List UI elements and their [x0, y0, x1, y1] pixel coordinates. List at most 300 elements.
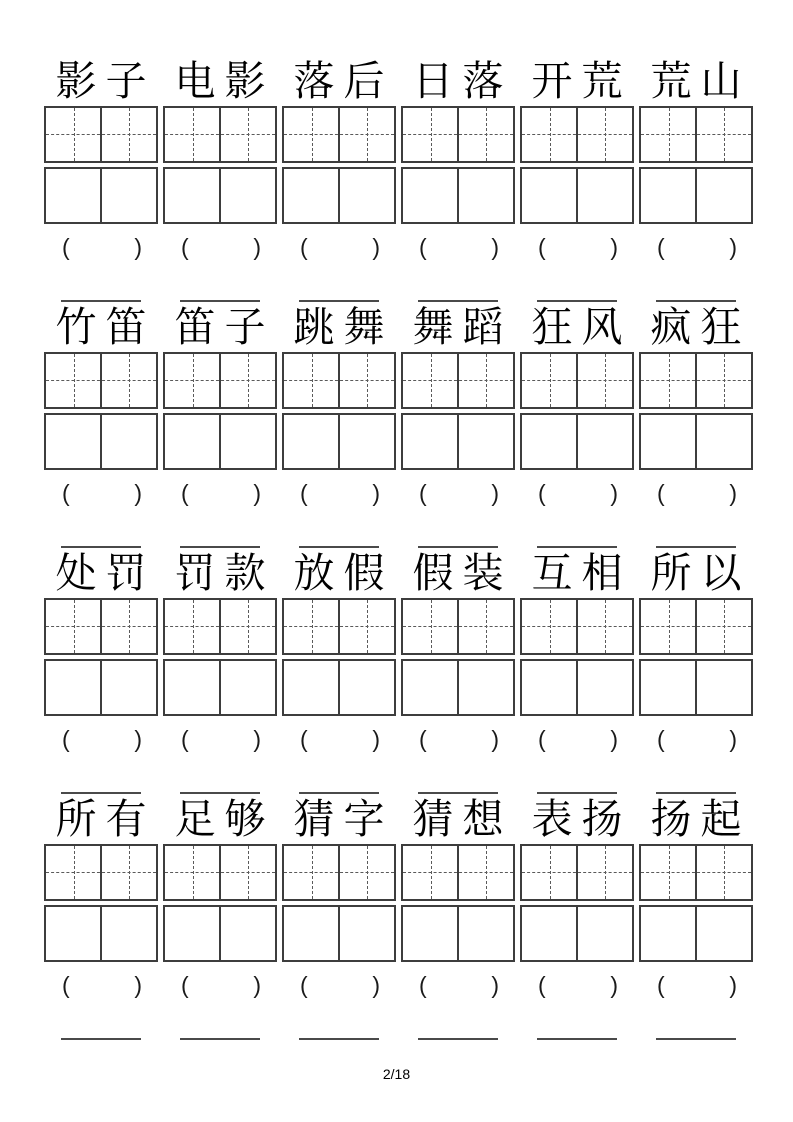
word-group	[163, 754, 277, 1000]
word-label: 跳舞	[293, 304, 394, 350]
dashed-guide-line	[669, 846, 670, 899]
cell-divider	[100, 846, 102, 899]
cell-divider	[219, 354, 221, 407]
paren-close: )	[134, 971, 142, 998]
paren-open: (	[62, 233, 70, 260]
dashed-guide-line	[367, 846, 368, 899]
word-overline	[418, 546, 498, 548]
practice-box-guided	[282, 106, 396, 163]
paren-close: )	[372, 233, 380, 260]
word-label: 笛子	[174, 304, 275, 350]
dashed-guide-line	[669, 354, 670, 407]
paren-close: )	[491, 233, 499, 260]
next-row-overlines	[44, 1000, 753, 1040]
practice-box-blank	[401, 413, 515, 470]
word-overline	[656, 300, 736, 302]
dashed-guide-line	[550, 846, 551, 899]
word-label: 猜想	[412, 796, 513, 842]
paren-close: )	[134, 233, 142, 260]
paren-close: )	[610, 479, 618, 506]
practice-box-guided	[282, 844, 396, 901]
cell-divider	[100, 600, 102, 653]
dashed-guide-line	[248, 600, 249, 653]
word-label: 所有	[55, 796, 156, 842]
paren-open: (	[62, 725, 70, 752]
pinyin-parens	[520, 478, 634, 508]
practice-box-blank	[639, 413, 753, 470]
pinyin-parens	[282, 232, 396, 262]
practice-box-blank	[282, 167, 396, 224]
paren-close: )	[253, 725, 261, 752]
practice-box-guided	[401, 106, 515, 163]
practice-box-guided	[44, 106, 158, 163]
pinyin-parens	[163, 232, 277, 262]
cell-divider	[457, 108, 459, 161]
dashed-guide-line	[431, 600, 432, 653]
pinyin-parens	[282, 724, 396, 754]
word-label: 落后	[293, 58, 394, 104]
word-overline	[537, 300, 617, 302]
paren-open: (	[181, 971, 189, 998]
paren-close: )	[610, 971, 618, 998]
cell-divider	[338, 108, 340, 161]
cell-divider	[100, 354, 102, 407]
paren-open: (	[300, 725, 308, 752]
cell-divider	[338, 907, 340, 960]
word-overline	[418, 300, 498, 302]
word-group	[163, 1000, 277, 1040]
cell-divider	[695, 354, 697, 407]
word-overline	[299, 1038, 379, 1040]
dashed-guide-line	[724, 108, 725, 161]
dashed-guide-line	[193, 600, 194, 653]
dashed-guide-line	[193, 846, 194, 899]
word-overline	[180, 1038, 260, 1040]
word-overline	[537, 546, 617, 548]
cell-divider	[695, 600, 697, 653]
word-label: 猜字	[293, 796, 394, 842]
word-group	[44, 56, 158, 262]
word-group	[44, 262, 158, 508]
paren-open: (	[300, 479, 308, 506]
cell-divider	[100, 415, 102, 468]
paren-open: (	[538, 971, 546, 998]
cell-divider	[695, 108, 697, 161]
pinyin-parens	[44, 478, 158, 508]
practice-box-guided	[639, 352, 753, 409]
word-group	[520, 262, 634, 508]
practice-box-guided	[401, 598, 515, 655]
word-group	[163, 56, 277, 262]
dashed-guide-line	[724, 354, 725, 407]
dashed-guide-line	[367, 354, 368, 407]
practice-box-guided	[520, 598, 634, 655]
practice-box-blank	[401, 905, 515, 962]
cell-divider	[219, 846, 221, 899]
dashed-guide-line	[367, 600, 368, 653]
paren-close: )	[372, 479, 380, 506]
cell-divider	[457, 415, 459, 468]
word-group	[401, 508, 515, 754]
practice-box-blank	[163, 905, 277, 962]
word-row-2	[44, 262, 753, 508]
cell-divider	[457, 600, 459, 653]
practice-box-blank	[44, 905, 158, 962]
cell-divider	[219, 108, 221, 161]
word-overline	[180, 792, 260, 794]
paren-close: )	[372, 971, 380, 998]
dashed-guide-line	[129, 846, 130, 899]
paren-open: (	[538, 479, 546, 506]
word-label: 互相	[531, 550, 632, 596]
practice-box-guided	[282, 598, 396, 655]
word-overline	[656, 792, 736, 794]
word-overline	[418, 1038, 498, 1040]
pinyin-parens	[639, 232, 753, 262]
pinyin-parens	[639, 970, 753, 1000]
dashed-guide-line	[312, 846, 313, 899]
pinyin-parens	[44, 232, 158, 262]
word-overline	[61, 1038, 141, 1040]
word-group	[282, 1000, 396, 1040]
cell-divider	[219, 661, 221, 714]
cell-divider	[219, 169, 221, 222]
dashed-guide-line	[486, 354, 487, 407]
cell-divider	[338, 661, 340, 714]
dashed-guide-line	[248, 846, 249, 899]
paren-open: (	[300, 233, 308, 260]
pinyin-parens	[401, 478, 515, 508]
word-group	[282, 754, 396, 1000]
practice-box-blank	[163, 659, 277, 716]
cell-divider	[457, 661, 459, 714]
paren-open: (	[181, 725, 189, 752]
cell-divider	[695, 169, 697, 222]
word-label: 电影	[174, 58, 275, 104]
word-group	[282, 56, 396, 262]
paren-close: )	[253, 479, 261, 506]
paren-open: (	[538, 725, 546, 752]
cell-divider	[338, 169, 340, 222]
paren-open: (	[538, 233, 546, 260]
cell-divider	[219, 415, 221, 468]
word-overline	[537, 1038, 617, 1040]
word-label: 疯狂	[650, 304, 751, 350]
cell-divider	[695, 846, 697, 899]
dashed-guide-line	[129, 600, 130, 653]
cell-divider	[695, 415, 697, 468]
paren-close: )	[491, 725, 499, 752]
dashed-guide-line	[486, 600, 487, 653]
word-group	[520, 754, 634, 1000]
paren-open: (	[657, 479, 665, 506]
word-row-3	[44, 508, 753, 754]
dashed-guide-line	[367, 108, 368, 161]
paren-open: (	[419, 479, 427, 506]
cell-divider	[219, 600, 221, 653]
word-group	[282, 262, 396, 508]
paren-open: (	[181, 479, 189, 506]
practice-box-guided	[520, 352, 634, 409]
word-group	[163, 508, 277, 754]
cell-divider	[576, 661, 578, 714]
word-overline	[61, 300, 141, 302]
practice-box-blank	[163, 413, 277, 470]
paren-close: )	[253, 233, 261, 260]
practice-box-guided	[44, 352, 158, 409]
practice-box-blank	[163, 167, 277, 224]
pinyin-parens	[401, 970, 515, 1000]
word-group	[44, 1000, 158, 1040]
word-label: 处罚	[55, 550, 156, 596]
paren-open: (	[657, 971, 665, 998]
practice-box-guided	[520, 844, 634, 901]
dashed-guide-line	[550, 354, 551, 407]
pinyin-parens	[520, 724, 634, 754]
word-label: 罚款	[174, 550, 275, 596]
dashed-guide-line	[550, 108, 551, 161]
paren-open: (	[419, 971, 427, 998]
paren-open: (	[657, 233, 665, 260]
word-group	[520, 1000, 634, 1040]
word-label: 放假	[293, 550, 394, 596]
dashed-guide-line	[74, 108, 75, 161]
dashed-guide-line	[248, 108, 249, 161]
dashed-guide-line	[129, 108, 130, 161]
pinyin-parens	[44, 970, 158, 1000]
cell-divider	[338, 846, 340, 899]
dashed-guide-line	[724, 600, 725, 653]
practice-box-blank	[44, 413, 158, 470]
cell-divider	[457, 846, 459, 899]
cell-divider	[457, 169, 459, 222]
dashed-guide-line	[605, 354, 606, 407]
practice-box-guided	[639, 598, 753, 655]
practice-box-blank	[639, 905, 753, 962]
cell-divider	[576, 169, 578, 222]
word-group	[639, 56, 753, 262]
word-row-4	[44, 754, 753, 1000]
practice-box-blank	[520, 659, 634, 716]
dashed-guide-line	[312, 108, 313, 161]
word-group	[401, 262, 515, 508]
dashed-guide-line	[669, 108, 670, 161]
pinyin-parens	[163, 970, 277, 1000]
pinyin-parens	[639, 724, 753, 754]
practice-box-blank	[401, 659, 515, 716]
paren-close: )	[372, 725, 380, 752]
cell-divider	[576, 846, 578, 899]
paren-open: (	[62, 479, 70, 506]
cell-divider	[576, 907, 578, 960]
word-group	[401, 754, 515, 1000]
cell-divider	[338, 600, 340, 653]
practice-box-blank	[639, 167, 753, 224]
dashed-guide-line	[431, 108, 432, 161]
paren-close: )	[253, 971, 261, 998]
cell-divider	[338, 415, 340, 468]
dashed-guide-line	[669, 600, 670, 653]
practice-box-guided	[163, 352, 277, 409]
word-label: 竹笛	[55, 304, 156, 350]
cell-divider	[100, 169, 102, 222]
pinyin-parens	[282, 478, 396, 508]
paren-open: (	[300, 971, 308, 998]
paren-open: (	[419, 725, 427, 752]
word-group	[639, 1000, 753, 1040]
cell-divider	[219, 907, 221, 960]
cell-divider	[100, 661, 102, 714]
practice-box-guided	[282, 352, 396, 409]
practice-box-guided	[163, 598, 277, 655]
word-label: 扬起	[650, 796, 751, 842]
word-overline	[299, 792, 379, 794]
dashed-guide-line	[312, 600, 313, 653]
word-overline	[299, 300, 379, 302]
word-overline	[656, 1038, 736, 1040]
page-number: 2/18	[382, 1066, 411, 1082]
dashed-guide-line	[74, 354, 75, 407]
cell-divider	[576, 108, 578, 161]
word-label: 影子	[55, 58, 156, 104]
cell-divider	[100, 108, 102, 161]
practice-box-guided	[163, 106, 277, 163]
practice-box-blank	[639, 659, 753, 716]
word-overline	[180, 546, 260, 548]
word-row-1	[44, 56, 753, 262]
practice-box-blank	[520, 413, 634, 470]
paren-close: )	[491, 971, 499, 998]
practice-box-guided	[520, 106, 634, 163]
word-label: 日落	[412, 58, 513, 104]
paren-close: )	[729, 725, 737, 752]
paren-open: (	[62, 971, 70, 998]
cell-divider	[100, 907, 102, 960]
word-overline	[656, 546, 736, 548]
paren-close: )	[729, 971, 737, 998]
paren-close: )	[729, 233, 737, 260]
paren-close: )	[729, 479, 737, 506]
dashed-guide-line	[129, 354, 130, 407]
paren-open: (	[181, 233, 189, 260]
dashed-guide-line	[605, 600, 606, 653]
practice-box-blank	[282, 413, 396, 470]
pinyin-parens	[401, 724, 515, 754]
dashed-guide-line	[74, 846, 75, 899]
word-group	[639, 754, 753, 1000]
pinyin-parens	[401, 232, 515, 262]
word-label: 舞蹈	[412, 304, 513, 350]
practice-box-guided	[44, 844, 158, 901]
cell-divider	[695, 661, 697, 714]
practice-box-guided	[401, 352, 515, 409]
pinyin-parens	[163, 724, 277, 754]
word-group	[44, 508, 158, 754]
cell-divider	[576, 600, 578, 653]
pinyin-parens	[282, 970, 396, 1000]
dashed-guide-line	[74, 600, 75, 653]
pinyin-parens	[520, 970, 634, 1000]
practice-box-guided	[163, 844, 277, 901]
paren-close: )	[134, 479, 142, 506]
dashed-guide-line	[486, 108, 487, 161]
word-label: 假装	[412, 550, 513, 596]
dashed-guide-line	[312, 354, 313, 407]
cell-divider	[576, 354, 578, 407]
word-overline	[180, 300, 260, 302]
word-group	[639, 262, 753, 508]
practice-box-blank	[282, 659, 396, 716]
practice-box-blank	[520, 167, 634, 224]
cell-divider	[338, 354, 340, 407]
cell-divider	[457, 907, 459, 960]
dashed-guide-line	[605, 108, 606, 161]
paren-open: (	[419, 233, 427, 260]
dashed-guide-line	[605, 846, 606, 899]
paren-close: )	[610, 725, 618, 752]
practice-box-guided	[639, 844, 753, 901]
pinyin-parens	[44, 724, 158, 754]
cell-divider	[695, 907, 697, 960]
word-group	[282, 508, 396, 754]
paren-close: )	[134, 725, 142, 752]
practice-box-blank	[520, 905, 634, 962]
dashed-guide-line	[193, 354, 194, 407]
practice-box-blank	[44, 659, 158, 716]
word-label: 狂风	[531, 304, 632, 350]
dashed-guide-line	[431, 354, 432, 407]
cell-divider	[576, 415, 578, 468]
word-overline	[61, 792, 141, 794]
pinyin-parens	[639, 478, 753, 508]
dashed-guide-line	[550, 600, 551, 653]
pinyin-parens	[163, 478, 277, 508]
word-group	[401, 56, 515, 262]
word-group	[520, 508, 634, 754]
practice-box-guided	[401, 844, 515, 901]
practice-box-blank	[401, 167, 515, 224]
dashed-guide-line	[193, 108, 194, 161]
paren-close: )	[610, 233, 618, 260]
pinyin-parens	[520, 232, 634, 262]
dashed-guide-line	[724, 846, 725, 899]
practice-box-guided	[639, 106, 753, 163]
word-overline	[537, 792, 617, 794]
word-group	[520, 56, 634, 262]
word-label: 足够	[174, 796, 275, 842]
word-overline	[418, 792, 498, 794]
paren-close: )	[491, 479, 499, 506]
word-label: 所以	[650, 550, 751, 596]
practice-box-blank	[44, 167, 158, 224]
dashed-guide-line	[486, 846, 487, 899]
word-overline	[299, 546, 379, 548]
word-group	[401, 1000, 515, 1040]
practice-box-blank	[282, 905, 396, 962]
word-group	[639, 508, 753, 754]
word-overline	[61, 546, 141, 548]
word-group	[44, 754, 158, 1000]
dashed-guide-line	[248, 354, 249, 407]
practice-box-guided	[44, 598, 158, 655]
word-label: 表扬	[531, 796, 632, 842]
dashed-guide-line	[431, 846, 432, 899]
word-group	[163, 262, 277, 508]
cell-divider	[457, 354, 459, 407]
word-label: 荒山	[650, 58, 751, 104]
word-label: 开荒	[531, 58, 632, 104]
paren-open: (	[657, 725, 665, 752]
